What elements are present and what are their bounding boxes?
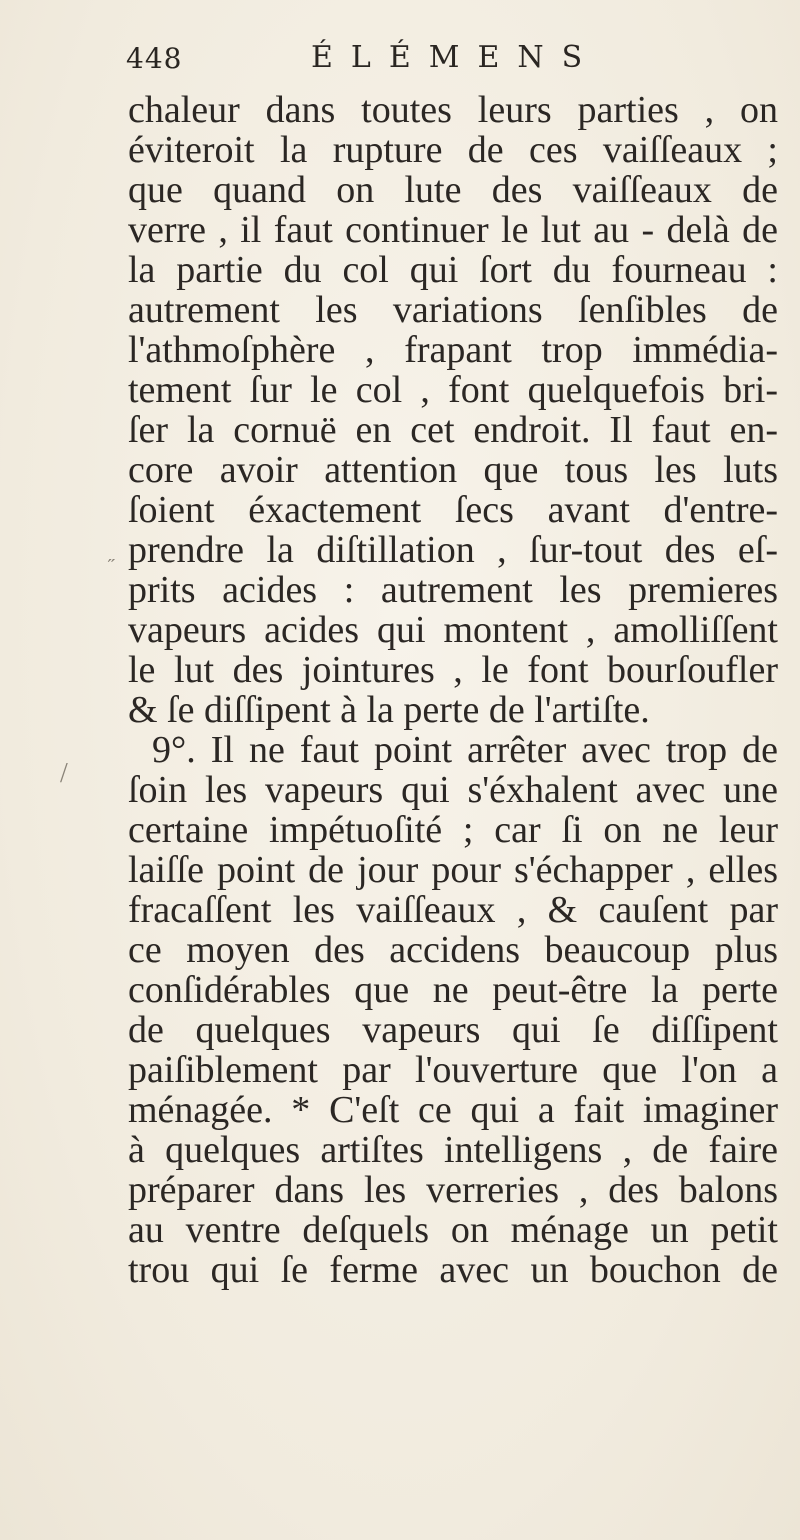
text-line: ce moyen des accidens beaucoup plus bbox=[128, 930, 778, 970]
text-line: éviteroit la rupture de ces vaiſſeaux ; bbox=[128, 130, 778, 170]
text-line: chaleur dans toutes leurs parties , on bbox=[128, 90, 778, 130]
text-line: que quand on lute des vaiſſeaux de bbox=[128, 170, 778, 210]
text-line: autrement les variations ſenſibles de bbox=[128, 290, 778, 330]
text-line: tement ſur le col , font quelquefois bri- bbox=[128, 370, 778, 410]
text-line: le lut des jointures , le font bourſoufler bbox=[128, 650, 778, 690]
text-line: paiſiblement par l'ouverture que l'on a bbox=[128, 1050, 778, 1090]
text-line: verre , il faut continuer le lut au - delà de bbox=[128, 210, 778, 250]
text-line: à quelques artiſtes intelligens , de faire bbox=[128, 1130, 778, 1170]
text-line: fracaſſent les vaiſſeaux , & cauſent par bbox=[128, 890, 778, 930]
text-line: préparer dans les verreries , des balons bbox=[128, 1170, 778, 1210]
text-line: ſoient éxactement ſecs avant d'entre- bbox=[128, 490, 778, 530]
text-line: trou qui ſe ferme avec un bouchon de bbox=[128, 1250, 778, 1290]
text-line: laiſſe point de jour pour s'échapper , elles bbox=[128, 850, 778, 890]
text-line: prendre la diſtillation , ſur-tout des eſ- bbox=[128, 530, 778, 570]
text-line: ſoin les vapeurs qui s'éxhalent avec une bbox=[128, 770, 778, 810]
margin-mark: ˝ bbox=[108, 556, 115, 578]
text-line: & ſe diſſipent à la perte de l'artiſte. bbox=[128, 690, 650, 730]
margin-mark: / bbox=[60, 758, 68, 789]
text-line: ménagée. * C'eſt ce qui a fait imaginer bbox=[128, 1090, 778, 1130]
text-line: core avoir attention que tous les luts bbox=[128, 450, 778, 490]
text-line: de quelques vapeurs qui ſe diſſipent bbox=[128, 1010, 778, 1050]
text-line: vapeurs acides qui montent , amolliſſent bbox=[128, 610, 778, 650]
text-line: certaine impétuoſité ; car ſi on ne leur bbox=[128, 810, 778, 850]
text-line: 9°. Il ne faut point arrêter avec trop de bbox=[152, 730, 778, 770]
text-line: ſer la cornuë en cet endroit. Il faut en- bbox=[128, 410, 778, 450]
text-line: la partie du col qui ſort du fourneau : bbox=[128, 250, 778, 290]
running-head bbox=[126, 40, 766, 90]
text-line: au ventre deſquels on ménage un petit bbox=[128, 1210, 778, 1250]
body-text bbox=[128, 90, 778, 1290]
text-line: l'athmoſphère , frapant trop immédia- bbox=[128, 330, 778, 370]
running-title: ÉLÉMENS bbox=[311, 40, 601, 75]
text-line: prits acides : autrement les premieres bbox=[128, 570, 778, 610]
page-number: 448 bbox=[126, 42, 183, 75]
text-line: conſidérables que ne peut-être la perte bbox=[128, 970, 778, 1010]
